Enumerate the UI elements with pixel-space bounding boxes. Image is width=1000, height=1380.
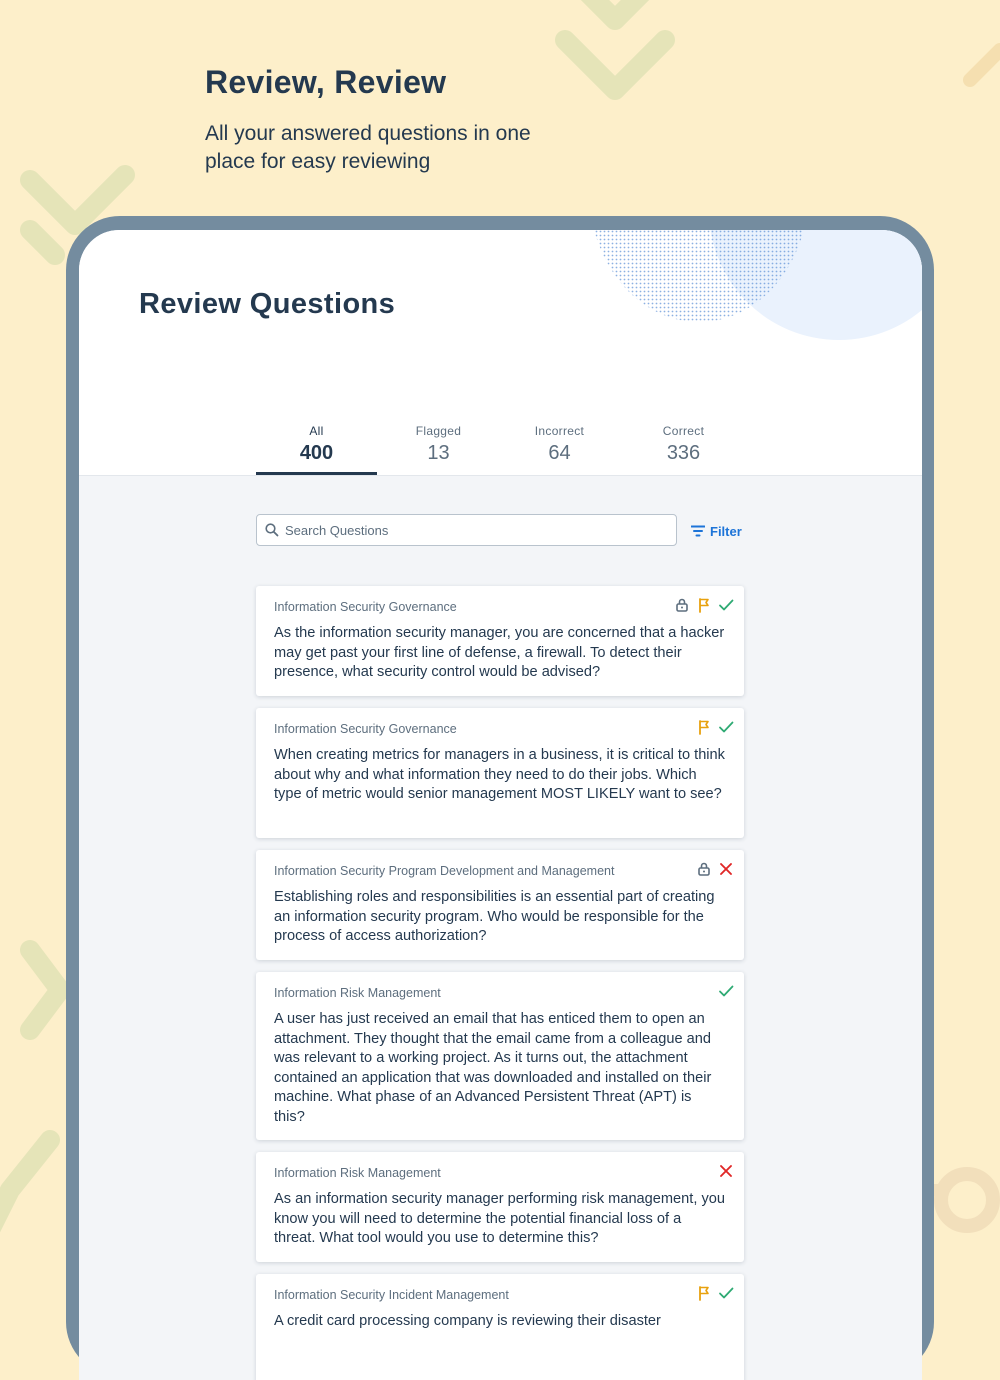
question-category: Information Risk Management — [274, 1166, 441, 1180]
lock-icon — [696, 861, 712, 877]
question-text: A credit card processing company is reviewing their disaster — [274, 1313, 661, 1329]
filter-button[interactable] — [691, 522, 742, 540]
question-category: Information Security Governance — [274, 600, 457, 614]
check-icon — [718, 597, 734, 613]
tab-label: Incorrect — [534, 424, 585, 438]
question-category: Information Security Incident Management — [274, 1288, 509, 1302]
question-card[interactable] — [256, 1152, 744, 1262]
search-box[interactable] — [256, 514, 677, 546]
filter-icon — [691, 525, 705, 537]
tab-all[interactable] — [256, 424, 377, 465]
question-text: When creating metrics for managers in a business, it is critical to think about why and what information they need to do their jobs. Which type of metric would senior management MOST LIKELY want to see? — [274, 747, 725, 802]
question-category: Information Security Governance — [274, 722, 457, 736]
page-title: Review Questions — [139, 288, 396, 320]
tab-label: All — [309, 424, 324, 438]
question-card[interactable] — [256, 708, 744, 838]
header-decoration — [579, 230, 922, 345]
question-card[interactable] — [256, 972, 744, 1140]
flag-icon[interactable] — [696, 597, 712, 613]
question-status-icons — [696, 719, 734, 735]
check-icon — [718, 719, 734, 735]
question-card[interactable] — [256, 1274, 744, 1380]
question-status-icons — [718, 1163, 734, 1179]
decorative-chevron-top — [545, 0, 685, 110]
question-card[interactable] — [256, 586, 744, 696]
tab-count: 64 — [548, 442, 571, 464]
question-category: Information Risk Management — [274, 986, 441, 1000]
app-screen — [79, 230, 922, 1380]
question-status-icons — [674, 597, 734, 613]
question-category: Information Security Program Development and Management — [274, 864, 615, 878]
question-status-icons — [696, 1285, 734, 1301]
lock-icon — [674, 597, 690, 613]
screen-header — [79, 230, 922, 476]
tab-correct[interactable] — [623, 424, 744, 465]
decorative-glasses-right — [925, 1160, 1000, 1250]
question-text: Establishing roles and responsibilities is an essential part of creating an information security program. Who would be responsible for the process of access authorization? — [274, 889, 715, 944]
flag-icon[interactable] — [696, 1285, 712, 1301]
check-icon — [718, 983, 734, 999]
question-text: A user has just received an email that has enticed them to open an attachment. They thought that the email came from a colleague and was relevant to a working project. As it turns out, the attachment contained an application that was downloaded and installed on their machine. What phase of an Advanced Persistent Threat (APT) is this? — [274, 1011, 712, 1125]
question-text: As the information security manager, you are concerned that a hacker may get past your first line of defense, a firewall. To detect their presence, what security control would be advised? — [274, 625, 725, 680]
tab-label: Flagged — [415, 424, 462, 438]
tab-count: 336 — [666, 442, 701, 464]
hero-title: Review, Review — [205, 64, 447, 100]
question-text: As an information security manager performing risk management, you know you will need to determine the potential financial loss of a threat. What tool would you use to determine this? — [274, 1191, 725, 1246]
question-card[interactable] — [256, 850, 744, 960]
filter-label: Filter — [710, 523, 742, 539]
search-input[interactable] — [283, 515, 665, 545]
flag-icon[interactable] — [696, 719, 712, 735]
tab-count: 400 — [299, 442, 334, 464]
tab-flagged[interactable] — [378, 424, 499, 465]
question-status-icons — [718, 983, 734, 999]
decorative-stripe-right — [960, 30, 1000, 90]
question-status-icons — [696, 861, 734, 877]
tab-incorrect[interactable] — [499, 424, 620, 465]
check-icon — [718, 1285, 734, 1301]
active-tab-indicator — [256, 472, 377, 476]
cross-icon — [718, 1163, 734, 1179]
search-icon — [265, 523, 279, 537]
tab-count: 13 — [427, 442, 450, 464]
tab-label: Correct — [662, 424, 705, 438]
hero-subtitle: All your answered questions in one place for easy reviewing — [205, 122, 531, 173]
cross-icon — [718, 861, 734, 877]
